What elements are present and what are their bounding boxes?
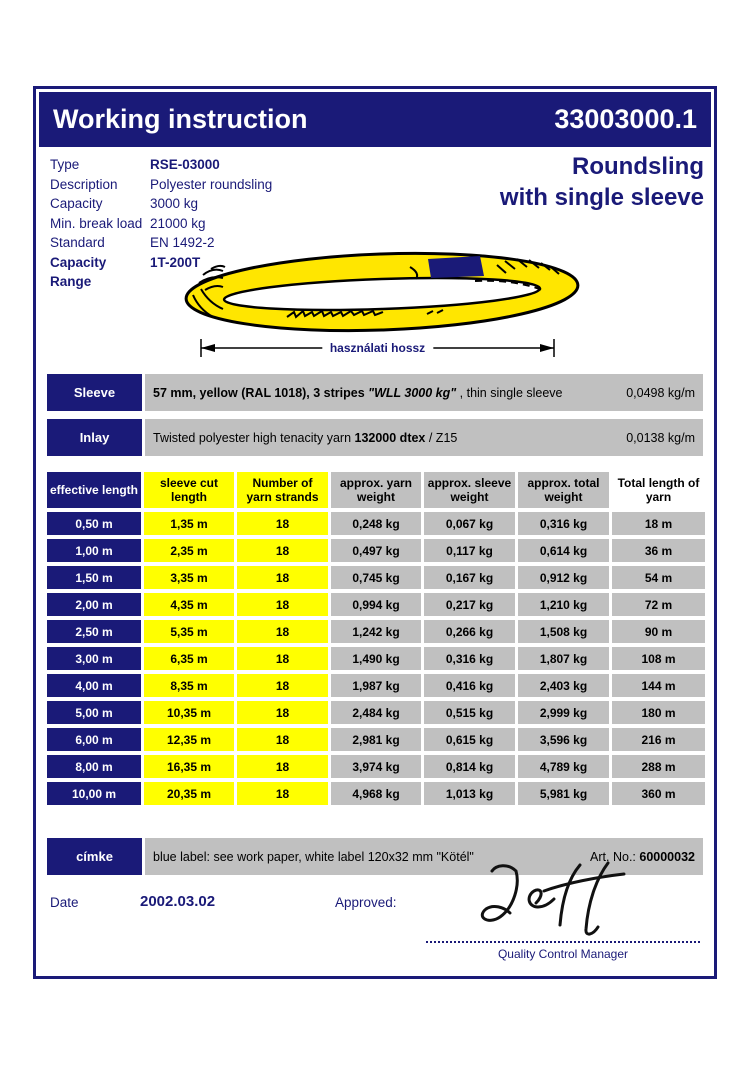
table-cell: 5,981 kg <box>518 782 609 805</box>
table-cell: 2,35 m <box>144 539 234 562</box>
table-cell: 1,490 kg <box>331 647 421 670</box>
table-cell: 0,416 kg <box>424 674 515 697</box>
table-cell: 10,35 m <box>144 701 234 724</box>
table-cell: 0,497 kg <box>331 539 421 562</box>
date-label: Date <box>50 895 79 910</box>
art-no-value: 60000032 <box>639 849 695 864</box>
product-field <box>50 175 272 195</box>
table-cell: 1,987 kg <box>331 674 421 697</box>
table-cell: 5,35 m <box>144 620 234 643</box>
table-cell: 108 m <box>612 647 705 670</box>
product-title-line2: with single sleeve <box>499 184 704 211</box>
table-cell: 0,248 kg <box>331 512 421 535</box>
table-cell: 72 m <box>612 593 705 616</box>
table-cell: 216 m <box>612 728 705 751</box>
table-cell: 3,596 kg <box>518 728 609 751</box>
table-cell: 18 <box>237 674 328 697</box>
product-field <box>50 155 272 175</box>
table-body <box>47 512 705 805</box>
table-cell: 0,266 kg <box>424 620 515 643</box>
table-cell: 18 <box>237 782 328 805</box>
table-cell: 2,00 m <box>47 593 141 616</box>
header-bar <box>39 92 711 147</box>
table-cell: 0,614 kg <box>518 539 609 562</box>
table-cell: 8,00 m <box>47 755 141 778</box>
table-cell: 2,999 kg <box>518 701 609 724</box>
field-label: Capacity <box>50 196 103 211</box>
column-header: sleeve cut length <box>144 472 234 508</box>
signature-line <box>426 941 700 943</box>
cimke-row-label: címke <box>47 838 142 875</box>
table-cell: 54 m <box>612 566 705 589</box>
table-header <box>47 472 705 508</box>
sleeve-text-rest: , thin single sleeve <box>456 385 563 400</box>
doc-number: 33003000.1 <box>554 104 697 134</box>
cimke-text: blue label: see work paper, white label 120x32 mm "Kötél" <box>153 849 474 864</box>
column-header: approx. yarn weight <box>331 472 421 508</box>
inlay-text-pre: Twisted polyester high tenacity yarn <box>153 430 355 445</box>
field-value: 3000 kg <box>150 196 199 211</box>
table-cell: 0,316 kg <box>424 647 515 670</box>
field-value: Polyester roundsling <box>150 176 273 192</box>
sleeve-weight-per-m: 0,0498 kg/m <box>626 385 695 400</box>
signature <box>456 861 706 943</box>
blue-label-patch <box>428 256 484 278</box>
table-cell: 8,35 m <box>144 674 234 697</box>
table-cell: 0,912 kg <box>518 566 609 589</box>
table-cell: 2,50 m <box>47 620 141 643</box>
sleeve-text-italic: "WLL 3000 kg" <box>368 385 457 400</box>
inlay-text-rest: / Z15 <box>425 430 458 445</box>
signature-title: Quality Control Manager <box>497 947 629 961</box>
date-value: 2002.03.02 <box>140 893 216 910</box>
table-cell: 4,00 m <box>47 674 141 697</box>
table-cell: 18 <box>237 593 328 616</box>
table-cell: 1,210 kg <box>518 593 609 616</box>
page-title: Working instruction <box>53 104 308 134</box>
table-cell: 0,615 kg <box>424 728 515 751</box>
table-cell: 0,067 kg <box>424 512 515 535</box>
sleeve-text-bold: 57 mm, yellow (RAL 1018), 3 stripes <box>153 385 369 400</box>
art-no-label: Art. No.: <box>590 849 640 864</box>
table-cell: 18 <box>237 647 328 670</box>
dimension-label: használati hossz <box>322 341 433 355</box>
table-cell: 0,745 kg <box>331 566 421 589</box>
table-cell: 1,00 m <box>47 539 141 562</box>
table-cell: 20,35 m <box>144 782 234 805</box>
field-label: Type <box>50 157 80 172</box>
table-cell: 288 m <box>612 755 705 778</box>
field-label: Description <box>50 176 118 192</box>
field-value: 1T-200T <box>150 254 201 270</box>
column-header: approx. total weight <box>518 472 609 508</box>
table-cell: 6,00 m <box>47 728 141 751</box>
table-cell: 180 m <box>612 701 705 724</box>
table-cell: 4,968 kg <box>331 782 421 805</box>
table-cell: 5,00 m <box>47 701 141 724</box>
column-header: approx. sleeve weight <box>424 472 515 508</box>
table-cell: 18 <box>237 755 328 778</box>
table-cell: 0,117 kg <box>424 539 515 562</box>
inlay-weight-per-m: 0,0138 kg/m <box>626 430 695 445</box>
table-cell: 2,484 kg <box>331 701 421 724</box>
table-cell: 12,35 m <box>144 728 234 751</box>
table-cell: 18 <box>237 701 328 724</box>
product-title-line1: Roundsling <box>572 153 704 180</box>
table-cell: 4,35 m <box>144 593 234 616</box>
inlay-row <box>47 419 703 456</box>
table-cell: 360 m <box>612 782 705 805</box>
table-cell: 10,00 m <box>47 782 141 805</box>
table-cell: 18 m <box>612 512 705 535</box>
table-cell: 3,00 m <box>47 647 141 670</box>
sleeve-row-label: Sleeve <box>47 374 142 411</box>
table-cell: 0,316 kg <box>518 512 609 535</box>
field-value: 21000 kg <box>150 215 206 231</box>
approved-label: Approved: <box>335 895 397 910</box>
table-cell: 144 m <box>612 674 705 697</box>
table-cell: 1,50 m <box>47 566 141 589</box>
sleeve-row <box>47 374 703 411</box>
column-header: effective length <box>47 472 141 508</box>
table-cell: 3,35 m <box>144 566 234 589</box>
field-value: RSE-03000 <box>150 157 220 172</box>
sleeve-row-content <box>145 374 703 411</box>
table-cell: 18 <box>237 566 328 589</box>
field-label: Capacity Range <box>50 254 107 289</box>
table-cell: 1,35 m <box>144 512 234 535</box>
table-cell: 0,515 kg <box>424 701 515 724</box>
table-cell: 16,35 m <box>144 755 234 778</box>
field-label: Min. break load <box>50 215 143 231</box>
product-field <box>50 194 272 214</box>
product-title <box>500 151 704 213</box>
table-cell: 0,994 kg <box>331 593 421 616</box>
inlay-row-content <box>145 419 703 456</box>
table-cell: 6,35 m <box>144 647 234 670</box>
table-cell: 3,974 kg <box>331 755 421 778</box>
table-cell: 18 <box>237 728 328 751</box>
table-cell: 2,981 kg <box>331 728 421 751</box>
table-cell: 36 m <box>612 539 705 562</box>
field-value: EN 1492-2 <box>150 235 215 250</box>
table-cell: 1,242 kg <box>331 620 421 643</box>
table-cell: 0,167 kg <box>424 566 515 589</box>
column-header: Number of yarn strands <box>237 472 328 508</box>
table-cell: 1,013 kg <box>424 782 515 805</box>
column-header: Total length of yarn <box>612 472 705 508</box>
table-cell: 0,50 m <box>47 512 141 535</box>
inlay-row-label: Inlay <box>47 419 142 456</box>
inlay-text-bold: 132000 dtex <box>354 430 426 445</box>
table-cell: 0,217 kg <box>424 593 515 616</box>
dimension-annotation <box>195 337 560 359</box>
table-cell: 1,807 kg <box>518 647 609 670</box>
table-cell: 18 <box>237 539 328 562</box>
table-cell: 18 <box>237 512 328 535</box>
field-label: Standard <box>50 235 105 250</box>
table-cell: 0,814 kg <box>424 755 515 778</box>
table-cell: 18 <box>237 620 328 643</box>
document-frame <box>33 86 717 979</box>
product-field <box>50 214 272 234</box>
roundsling-illustration <box>175 245 595 340</box>
table-cell: 1,508 kg <box>518 620 609 643</box>
table-cell: 2,403 kg <box>518 674 609 697</box>
table-cell: 4,789 kg <box>518 755 609 778</box>
table-cell: 90 m <box>612 620 705 643</box>
